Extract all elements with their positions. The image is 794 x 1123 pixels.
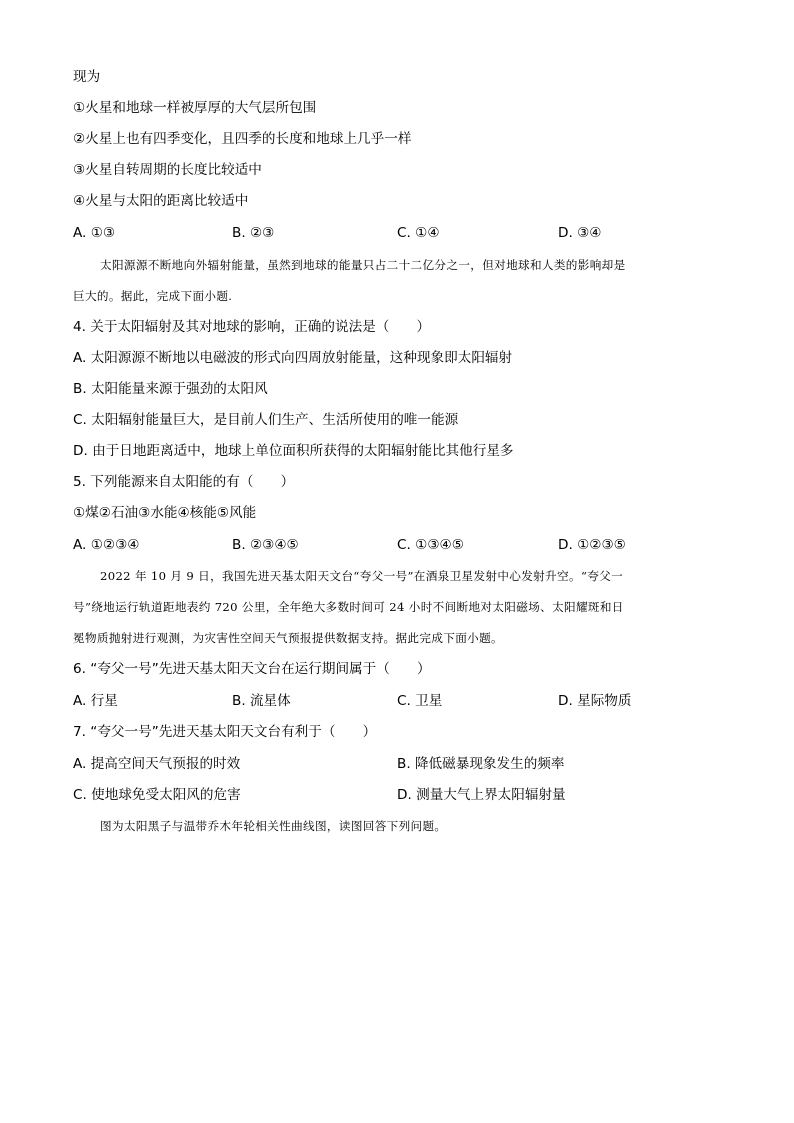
q3-option-d[interactable]: D. ③④ [558,225,602,241]
q4-option-d[interactable]: D. 由于日地距离适中，地球上单位面积所获得的太阳辐射能比其他行星多 [73,443,514,459]
passage-1-line-2: 巨大的。据此，完成下面小题. [73,289,233,303]
q5-items: ①煤②石油③水能④核能⑤风能 [73,505,257,521]
q7-option-d[interactable]: D. 测量大气上界太阳辐射量 [397,787,566,803]
statement-3: ③火星自转周期的长度比较适中 [73,162,262,178]
q3-option-a[interactable]: A. ①③ [73,225,116,241]
passage-2-line-1: 2022 年 10 月 9 日，我国先进天基太阳天文台“夸父一号”在酒泉卫星发射中心发射升空。“夸父一 [100,569,624,583]
statement-2: ②火星上也有四季变化，且四季的长度和地球上几乎一样 [73,131,412,147]
statement-4: ④火星与太阳的距离比较适中 [73,193,249,209]
q6-option-a[interactable]: A. 行星 [73,693,118,709]
q5-stem: 5. 下列能源来自太阳能的有（ ） [73,474,295,490]
q5-option-d[interactable]: D. ①②③⑤ [558,537,626,553]
q3-option-b[interactable]: B. ②③ [232,225,275,241]
passage-3-line-1: 图为太阳黑子与温带乔木年轮相关性曲线图，读图回答下列问题。 [100,819,447,833]
q4-stem: 4. 关于太阳辐射及其对地球的影响，正确的说法是（ ） [73,319,431,335]
q5-option-a[interactable]: A. ①②③④ [73,537,140,553]
q4-option-c[interactable]: C. 太阳辐射能量巨大，是目前人们生产、生活所使用的唯一能源 [73,412,459,428]
q6-option-b[interactable]: B. 流星体 [232,693,291,709]
continued-text: 现为 [73,69,101,85]
statement-1: ①火星和地球一样被厚厚的大气层所包围 [73,100,317,116]
passage-2-line-3: 冕物质抛射进行观测，为灾害性空间天气预报提供数据支持。据此完成下面小题。 [73,631,503,645]
q7-option-c[interactable]: C. 使地球免受太阳风的危害 [73,787,241,803]
q7-option-a[interactable]: A. 提高空间天气预报的时效 [73,756,241,772]
q6-option-d[interactable]: D. 星际物质 [558,693,632,709]
q4-option-a[interactable]: A. 太阳源源不断地以电磁波的形式向四周放射能量，这种现象即太阳辐射 [73,350,513,366]
q6-stem: 6. “夸父一号”先进天基太阳天文台在运行期间属于（ ） [73,661,431,677]
q7-option-b[interactable]: B. 降低磁暴现象发生的频率 [397,756,565,772]
q3-option-c[interactable]: C. ①④ [397,225,440,241]
q5-option-b[interactable]: B. ②③④⑤ [232,537,299,553]
passage-1-line-1: 太阳源源不断地向外辐射能量，虽然到地球的能量只占二十二亿分之一，但对地球和人类的影响却是 [100,258,626,272]
passage-2-line-2: 号”绕地运行轨道距地表约 720 公里，全年绝大多数时间可 24 小时不间断地对太阳磁场、太阳耀斑和日 [73,600,624,614]
q7-stem: 7. “夸父一号”先进天基太阳天文台有利于（ ） [73,724,377,740]
q5-option-c[interactable]: C. ①③④⑤ [397,537,464,553]
q6-option-c[interactable]: C. 卫星 [397,693,443,709]
q4-option-b[interactable]: B. 太阳能量来源于强劲的太阳风 [73,381,268,397]
